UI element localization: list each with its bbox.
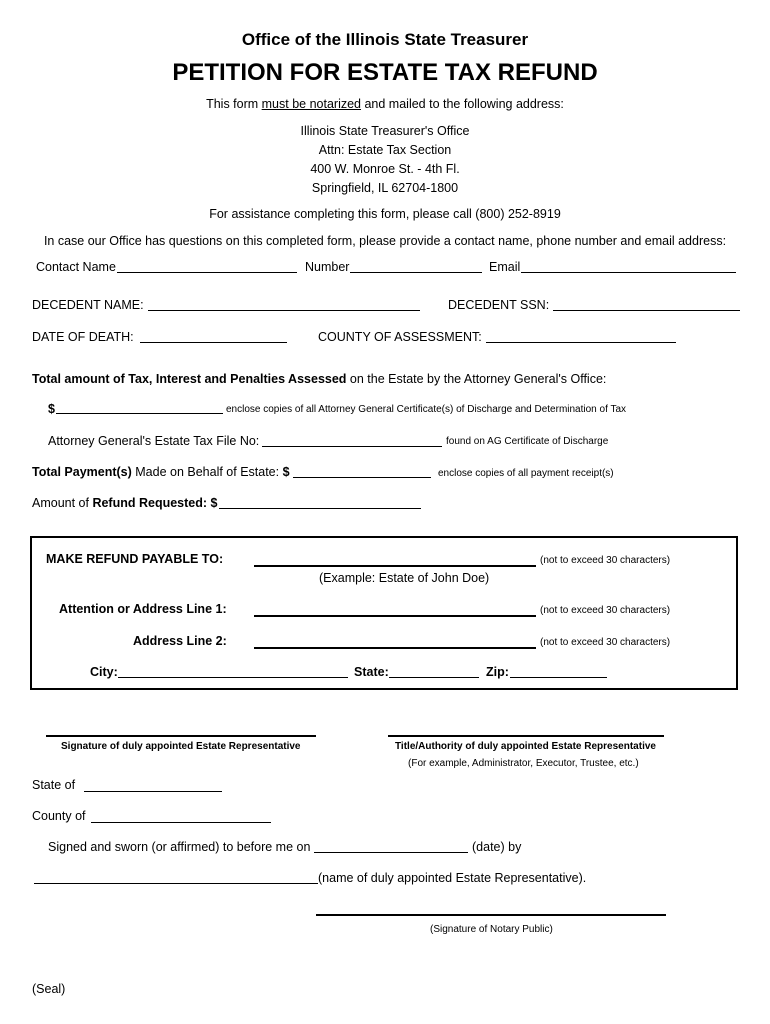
total-payments-field[interactable] [293,477,431,478]
rep-signature-field[interactable] [46,735,316,737]
county-assessment-label: COUNTY OF ASSESSMENT: [318,330,482,344]
refund-bold: Refund Requested: $ [92,496,218,510]
notary-signature-caption: (Signature of Notary Public) [430,924,553,935]
contact-email-field[interactable] [521,272,736,273]
rep-name-caption: (name of duly appointed Estate Representative). [318,871,587,885]
contact-name-label: Contact Name [36,260,116,274]
total-payments-dollar: $ [282,465,290,479]
total-assessed-rest: on the Estate by the Attorney General's Office: [346,372,607,386]
address-line-2-label: Address Line 2: [133,634,227,648]
seal-label: (Seal) [32,982,66,996]
rep-name-field[interactable] [34,883,318,884]
rep-title-caption: Title/Authority of duly appointed Estate Representative [395,741,656,752]
assessed-dollar-sign: $ [48,402,55,416]
notarize-instruction [0,97,770,111]
refund-requested-field[interactable] [219,508,421,509]
contact-number-field[interactable] [350,272,482,273]
contact-name-field[interactable] [117,272,297,273]
payment-receipts-note: enclose copies of all payment receipt(s) [438,468,614,479]
decedent-name-field[interactable] [148,310,420,311]
enclose-certificate-note: enclose copies of all Attorney General Certificate(s) of Discharge and Determination of Tax [226,404,627,415]
address-line-1: Illinois State Treasurer's Office [300,124,470,138]
state-label: State: [354,665,389,679]
city-field[interactable] [118,677,348,678]
office-heading: Office of the Illinois State Treasurer [241,30,529,49]
notary-state-label: State of [32,778,76,792]
refund-requested-label [32,496,217,510]
total-payments-rest: Made on Behalf of Estate: [131,465,283,479]
notary-state-field[interactable] [84,791,222,792]
address-line-2-field[interactable] [254,647,536,649]
ag-file-note: found on AG Certificate of Discharge [446,436,609,447]
date-of-death-field[interactable] [140,342,287,343]
zip-label: Zip: [486,665,509,679]
refund-prefix: Amount of [32,496,93,510]
contact-email-label: Email [489,260,521,274]
attention-line-label: Attention or Address Line 1: [59,602,227,616]
decedent-name-label: DECEDENT NAME: [32,298,144,312]
attention-limit-note: (not to exceed 30 characters) [540,605,671,616]
rep-signature-caption: Signature of duly appointed Estate Representative [61,741,301,752]
total-assessed-heading [32,372,606,386]
rep-title-field[interactable] [388,735,664,737]
instruction-text-b: and mailed to the following address: [361,97,564,111]
county-assessment-field[interactable] [486,342,676,343]
payable-to-field[interactable] [254,565,536,567]
sworn-date-field[interactable] [314,852,468,853]
decedent-ssn-label: DECEDENT SSN: [448,298,550,312]
payable-limit-note: (not to exceed 30 characters) [540,555,671,566]
address-line-2: Attn: Estate Tax Section [318,143,452,157]
decedent-ssn-field[interactable] [553,310,740,311]
date-of-death-label: DATE OF DEATH: [32,330,134,344]
notary-signature-field[interactable] [316,914,666,916]
total-payments-bold: Total Payment(s) [32,465,132,479]
notary-county-field[interactable] [91,822,271,823]
address-line-3: 400 W. Monroe St. - 4th Fl. [310,162,460,176]
zip-field[interactable] [510,677,607,678]
sworn-statement-label: Signed and sworn (or affirmed) to before me on [48,840,311,854]
contact-number-label: Number [305,260,350,274]
rep-title-example: (For example, Administrator, Executor, Trustee, etc.) [408,758,639,769]
assistance-text: For assistance completing this form, please call (800) 252-8919 [209,207,561,221]
payable-example: (Example: Estate of John Doe) [319,571,490,585]
assessed-amount-field[interactable] [56,413,223,414]
address2-limit-note: (not to exceed 30 characters) [540,637,671,648]
notary-county-label: County of [32,809,86,823]
form-title: PETITION FOR ESTATE TAX REFUND [172,59,598,86]
total-payments-label [32,465,290,479]
payable-to-label: MAKE REFUND PAYABLE TO: [46,552,224,566]
total-assessed-bold: Total amount of Tax, Interest and Penalties Assessed [32,372,347,386]
city-label: City: [90,665,118,679]
ag-file-field[interactable] [262,446,442,447]
state-field[interactable] [389,677,479,678]
contact-prompt: In case our Office has questions on this completed form, please provide a contact name, phone number and email address: [43,234,727,248]
instruction-text-a: This form [206,97,262,111]
attention-line-field[interactable] [254,615,536,617]
sworn-date-suffix: (date) by [472,840,522,854]
ag-file-label: Attorney General's Estate Tax File No: [48,434,260,448]
address-line-4: Springfield, IL 62704-1800 [311,181,459,195]
instruction-notarized: must be notarized [261,97,361,111]
